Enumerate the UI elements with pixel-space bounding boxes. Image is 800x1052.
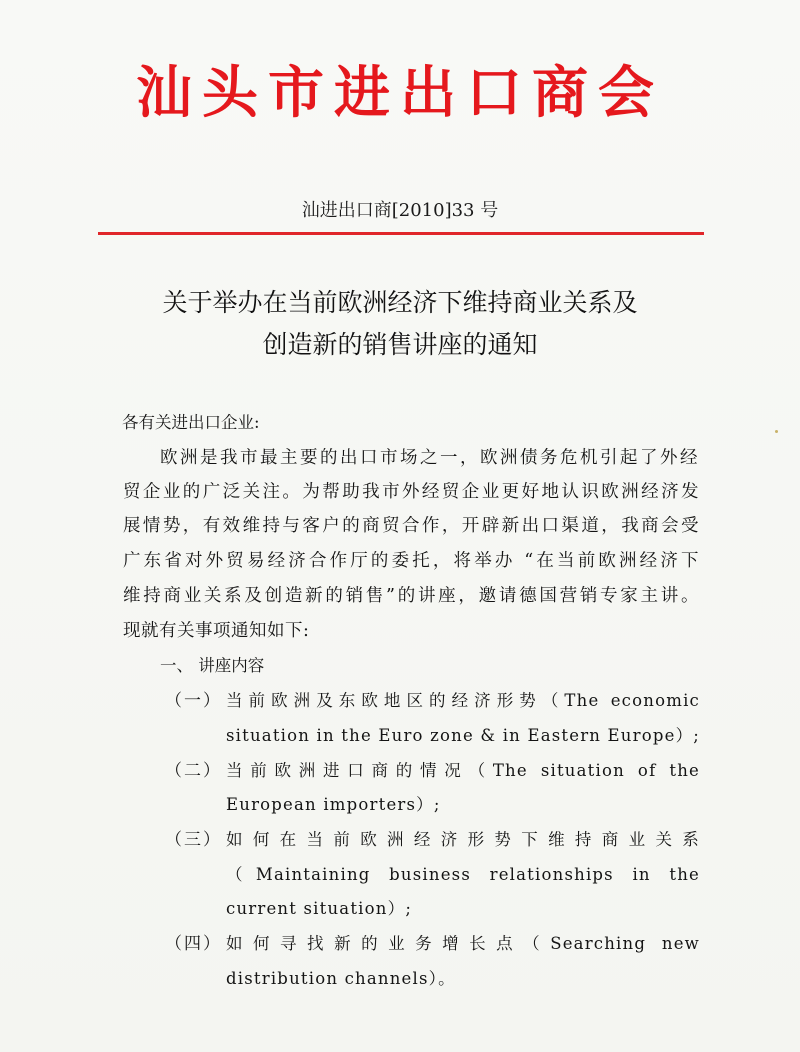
list-item-number: （三） xyxy=(165,830,222,850)
paragraph-line: 维持商业关系及创造新的销售”的讲座，邀请德国营销专家主讲。 xyxy=(123,586,699,606)
list-item-text: 当前欧洲进口商的情况（The situation of the xyxy=(226,761,700,780)
notice-title-line-2: 创造新的销售讲座的通知 xyxy=(262,330,538,359)
list-item-number: （一） xyxy=(165,691,222,711)
paragraph-line: 现就有关事项通知如下: xyxy=(123,621,310,641)
paragraph-line: 欧洲是我市最主要的出口市场之一，欧洲债务危机引起了外经 xyxy=(160,448,698,468)
list-item-text: 如何在当前欧洲经济形势下维持商业关系 xyxy=(226,830,700,849)
section-heading: 一、 讲座内容 xyxy=(160,656,265,675)
list-item-text: European importers）; xyxy=(226,795,441,814)
paragraph-line: 贸企业的广泛关注。为帮助我市外经贸企业更好地认识欧洲经济发 xyxy=(123,482,699,502)
letterhead-divider xyxy=(98,232,704,235)
notice-title xyxy=(0,282,800,366)
salutation: 各有关进出口企业: xyxy=(122,413,260,432)
paragraph-line: 展情势，有效维持与客户的商贸合作，开辟新出口渠道，我商会受 xyxy=(123,516,699,536)
paragraph-line: 广东省对外贸易经济合作厅的委托，将举办 “在当前欧洲经济下 xyxy=(123,551,699,571)
letterhead-title: 汕头市进出口商会 xyxy=(136,60,664,126)
list-item-text: （Maintaining business relationships in the xyxy=(226,865,700,884)
list-item-number: （二） xyxy=(165,761,222,781)
notice-title-line-1: 关于举办在当前欧洲经济下维持商业关系及 xyxy=(162,288,638,317)
document-number: 汕进出口商[2010]33 号 xyxy=(301,200,499,221)
scan-speck xyxy=(775,430,778,433)
list-item-text: 如何寻找新的业务增长点（Searching new xyxy=(226,934,700,953)
list-item-text: situation in the Euro zone & in Eastern Europe）; xyxy=(226,726,701,745)
list-item-text: distribution channels）。 xyxy=(226,969,456,988)
list-item-text: current situation）; xyxy=(226,899,413,918)
list-item-text: 当前欧洲及东欧地区的经济形势（The economic xyxy=(226,691,700,710)
list-item-number: （四） xyxy=(165,934,222,954)
